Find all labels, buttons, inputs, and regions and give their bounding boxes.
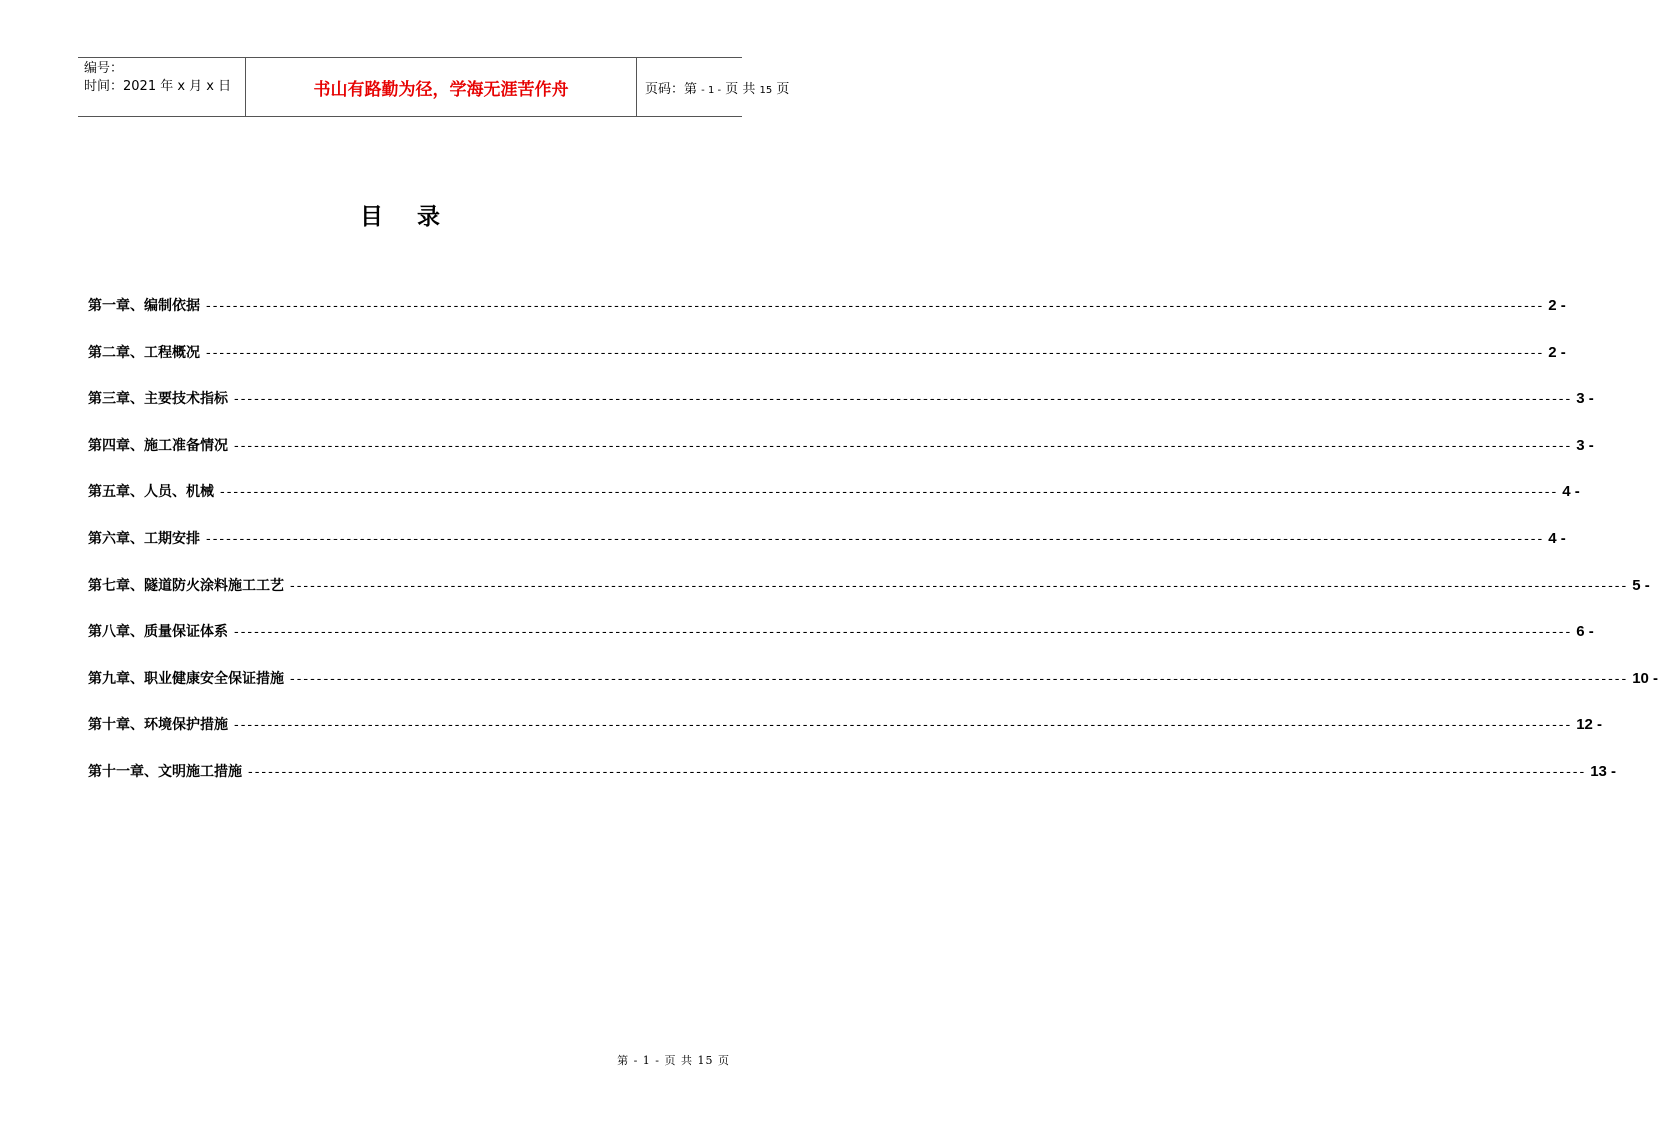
toc-entry[interactable]	[88, 714, 1603, 761]
header-motto: 书山有路勤为径，学海无涯苦作舟	[313, 79, 569, 100]
toc-entry-label: 第三章、主要技术指标	[88, 391, 228, 408]
toc-entry-page: 2 -	[1548, 297, 1566, 314]
toc-entry[interactable]	[88, 435, 1594, 482]
toc-entry-label: 第十一章、文明施工措施	[88, 763, 242, 780]
toc-entry[interactable]	[88, 668, 1658, 715]
toc-entry-label: 第十章、环境保护措施	[88, 717, 228, 734]
toc-dot-leader: --------------------------------------------------------------------------------------------------------------------------------------------------------------------------------------------------------	[290, 671, 1629, 687]
toc-entry[interactable]	[88, 761, 1617, 808]
page-title: 目录	[360, 204, 474, 230]
toc-entry-page: 4 -	[1562, 483, 1580, 501]
toc-entry-page: 6 -	[1576, 623, 1594, 641]
document-date: 时间：2021 年 x 月 x 日	[84, 79, 232, 94]
toc-entry[interactable]	[88, 575, 1650, 622]
toc-entry-label: 第五章、人员、机械	[88, 484, 214, 501]
table-of-contents	[88, 295, 1658, 808]
toc-entry-page: 12 -	[1576, 716, 1603, 734]
header-page-info	[645, 78, 789, 97]
toc-dot-leader: --------------------------------------------------------------------------------------------------------------------------------------------------------------------------------------------------------	[206, 345, 1545, 361]
toc-dot-leader: --------------------------------------------------------------------------------------------------------------------------------------------------------------------------------------------------------	[234, 718, 1573, 734]
header-page-total: 15	[759, 84, 773, 96]
header-page-suffix: 页 共	[725, 81, 756, 97]
toc-entry-page: 5 -	[1632, 576, 1650, 594]
toc-dot-leader: --------------------------------------------------------------------------------------------------------------------------------------------------------------------------------------------------------	[220, 485, 1559, 501]
toc-entry-page: 10 -	[1632, 669, 1658, 687]
header-page-end: 页	[776, 81, 790, 97]
toc-entry-page: 13 -	[1590, 762, 1617, 780]
toc-entry-page: 2 -	[1548, 343, 1566, 361]
toc-entry-label: 第七章、隧道防火涂料施工工艺	[88, 577, 284, 594]
toc-entry-page: 4 -	[1548, 529, 1566, 547]
page-footer: 第 - 1 - 页 共 15 页	[617, 1054, 730, 1067]
toc-entry-label: 第二章、工程概况	[88, 344, 200, 361]
toc-entry[interactable]	[88, 621, 1594, 668]
toc-entry[interactable]	[88, 295, 1566, 342]
toc-dot-leader: --------------------------------------------------------------------------------------------------------------------------------------------------------------------------------------------------------	[234, 392, 1573, 408]
header-page-cell	[637, 58, 790, 116]
header-page-number: - 1 -	[701, 84, 722, 96]
toc-dot-leader: --------------------------------------------------------------------------------------------------------------------------------------------------------------------------------------------------------	[234, 438, 1573, 454]
toc-dot-leader: --------------------------------------------------------------------------------------------------------------------------------------------------------------------------------------------------------	[234, 625, 1573, 641]
toc-dot-leader: --------------------------------------------------------------------------------------------------------------------------------------------------------------------------------------------------------	[290, 578, 1629, 594]
toc-entry[interactable]	[88, 342, 1566, 389]
toc-entry[interactable]	[88, 481, 1580, 528]
toc-entry[interactable]	[88, 528, 1566, 575]
toc-entry-label: 第八章、质量保证体系	[88, 624, 228, 641]
toc-entry-label: 第六章、工期安排	[88, 530, 200, 547]
page-header	[78, 57, 790, 117]
header-left-cell	[78, 58, 246, 116]
toc-entry-page: 3 -	[1576, 390, 1594, 408]
toc-entry-label: 第九章、职业健康安全保证措施	[88, 670, 284, 687]
toc-entry-page: 3 -	[1576, 436, 1594, 454]
header-motto-cell	[246, 58, 637, 116]
header-page-prefix: 页码：第	[645, 81, 698, 97]
toc-entry[interactable]	[88, 388, 1594, 435]
toc-dot-leader: --------------------------------------------------------------------------------------------------------------------------------------------------------------------------------------------------------	[248, 764, 1587, 780]
toc-dot-leader: --------------------------------------------------------------------------------------------------------------------------------------------------------------------------------------------------------	[206, 299, 1545, 314]
document-number-label: 编号：	[84, 61, 124, 76]
toc-dot-leader: --------------------------------------------------------------------------------------------------------------------------------------------------------------------------------------------------------	[206, 531, 1545, 547]
toc-entry-label: 第一章、编制依据	[88, 298, 200, 314]
toc-entry-label: 第四章、施工准备情况	[88, 437, 228, 454]
